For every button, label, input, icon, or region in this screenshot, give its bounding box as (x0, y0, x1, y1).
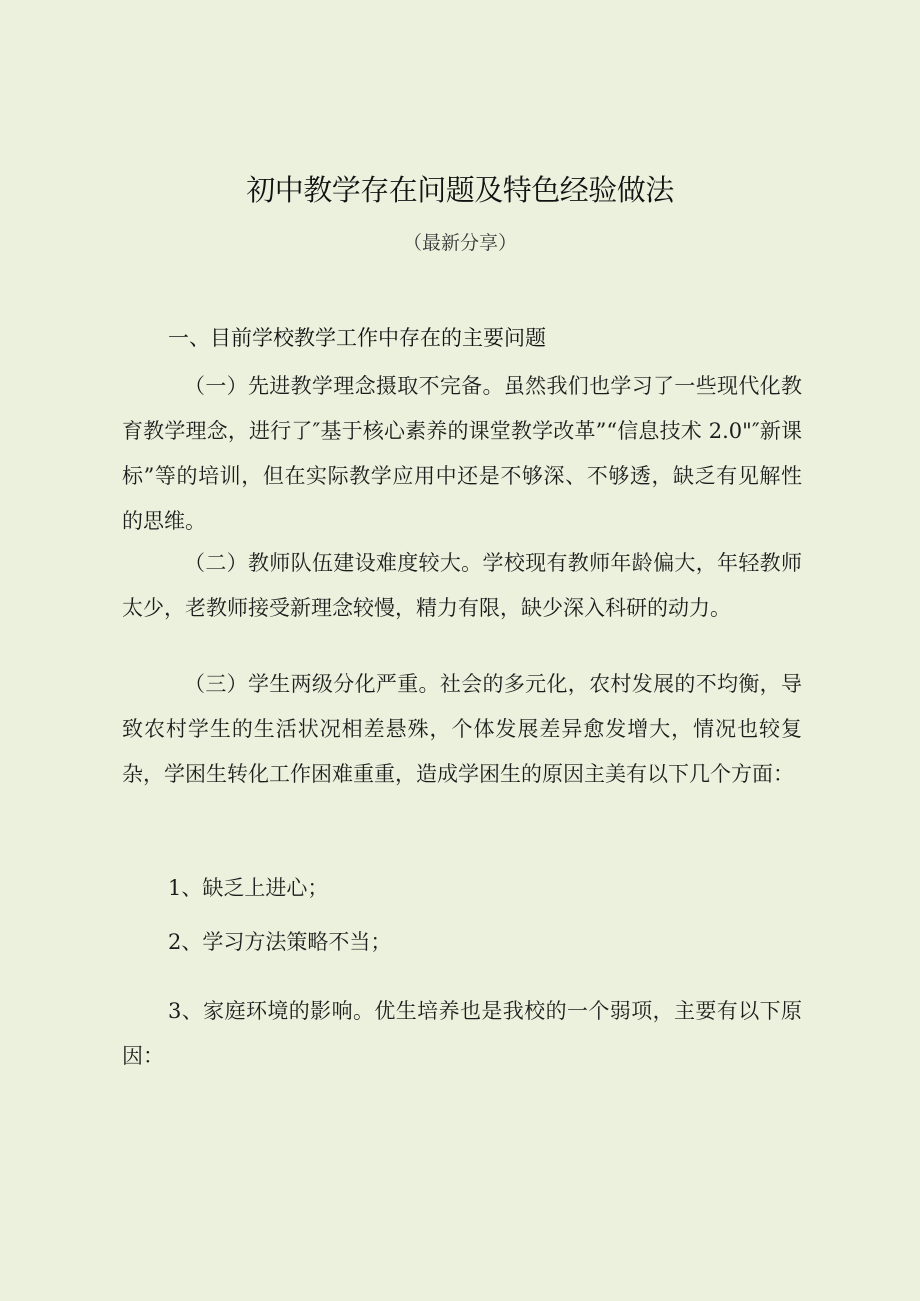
document-title: 初中教学存在问题及特色经验做法 (246, 173, 674, 207)
paragraph-4: 3、家庭环境的影响。优生培养也是我校的一个弱项，主要有以下原因： (122, 999, 802, 1068)
paragraph-1: （一）先进教学理念摄取不完备。虽然我们也学习了一些现代化教育教学理念，进行了″基于核心素养的课堂教学改革”“信息技术 2.0"″新课标”等的培训，但在实际教学应用中还是不够深、不够透，缺乏有见解性的思维。 (122, 374, 802, 533)
list-item-2: 2、学习方法策略不当； (168, 930, 392, 954)
paragraph-3: （三）学生两级分化严重。社会的多元化，农村发展的不均衡，导致农村学生的生活状况相差悬殊，个体发展差异愈发增大，情况也较复杂，学困生转化工作困难重重，造成学困生的原因主美有以下几个方面： (122, 672, 802, 786)
document-subtitle: （最新分享） (402, 232, 517, 254)
list-item-1: 1、缺乏上进心； (168, 876, 329, 900)
paragraph-2: （二）教师队伍建设难度较大。学校现有教师年龄偏大，年轻教师太少，老教师接受新理念较慢，精力有限，缺少深入科研的动力。 (122, 551, 802, 620)
section-heading: 一、目前学校教学工作中存在的主要问题 (168, 326, 546, 350)
